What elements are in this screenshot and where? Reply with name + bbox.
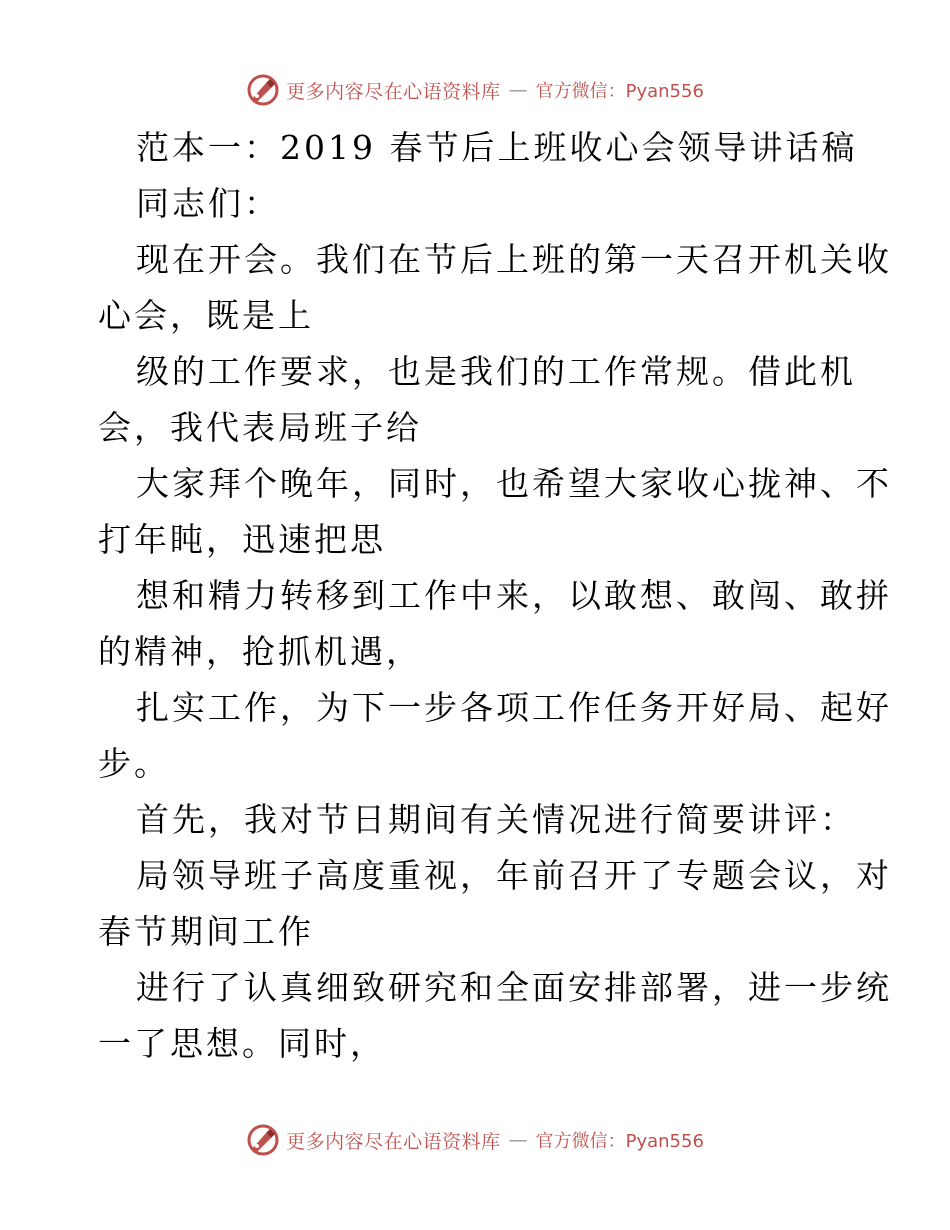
paragraph-line: 进行了认真细致研究和全面安排部署，进一步统: [136, 968, 892, 1007]
paragraph-line: 的精神，抢抓机遇，: [98, 632, 422, 671]
paragraph-line: 局领导班子高度重视，年前召开了专题会议，对: [136, 856, 892, 895]
banner-wechat: 官方微信：Pyan556: [535, 1131, 704, 1152]
paragraph-line: 大家拜个晚年，同时，也希望大家收心拢神、不: [136, 464, 892, 503]
banner-text: 更多内容尽在心语资料库: [286, 80, 501, 103]
paragraph-line: 步。: [98, 744, 170, 783]
banner-separator: —: [508, 79, 528, 101]
paragraph-line: 现在开会。我们在节后上班的第一天召开机关收: [136, 240, 892, 279]
paragraph-line: 心会，既是上: [98, 296, 314, 335]
salutation: 同志们：: [136, 184, 280, 223]
document-title: 范本一：2019 春节后上班收心会领导讲话稿: [136, 128, 858, 167]
paragraph-line: 会，我代表局班子给: [98, 408, 422, 447]
paragraph-line: 级的工作要求，也是我们的工作常规。借此机: [136, 352, 856, 391]
paragraph-line: 一了思想。同时，: [98, 1024, 386, 1063]
header-banner: [0, 70, 950, 110]
footer-banner: [0, 1120, 950, 1160]
pen-logo-icon: [246, 1123, 280, 1157]
paragraph-line: 首先，我对节日期间有关情况进行简要讲评：: [136, 800, 856, 839]
banner-text: 更多内容尽在心语资料库: [286, 1130, 501, 1153]
banner-separator: —: [508, 1129, 528, 1151]
paragraph-line: 打年盹，迅速把思: [98, 520, 386, 559]
paragraph-line: 想和精力转移到工作中来，以敢想、敢闯、敢拼: [136, 576, 892, 615]
paragraph-line: 扎实工作，为下一步各项工作任务开好局、起好: [136, 688, 892, 727]
paragraph-line: 春节期间工作: [98, 912, 314, 951]
document-body: [98, 120, 892, 1072]
pen-logo-icon: [246, 73, 280, 107]
banner-wechat: 官方微信：Pyan556: [535, 81, 704, 102]
